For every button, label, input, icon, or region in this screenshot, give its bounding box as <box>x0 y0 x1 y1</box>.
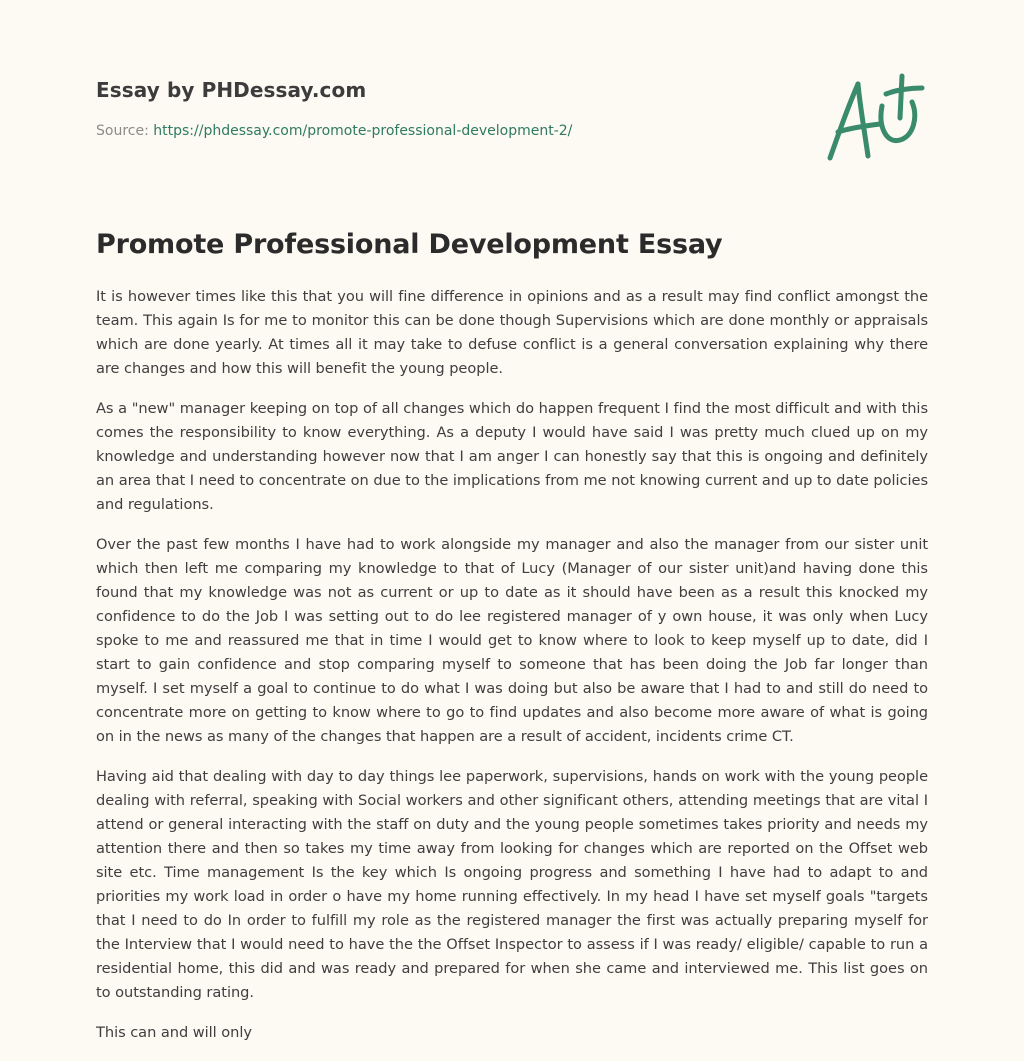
essay-paragraph: As a "new" manager keeping on top of all changes which do happen frequent I find the most difficult and with this comes the responsibility to know everything. As a deputy I would have said I was pretty much clued up on my knowledge and understanding however now that I am anger I can honestly say that this is ongoing and definitely an area that I need to concentrate on due to the implications from me not knowing current and up to date policies and regulations. <box>96 400 928 513</box>
site-title: Essay by PHDessay.com <box>96 78 367 102</box>
essay-paragraph: This can and will only <box>96 1024 252 1041</box>
a-plus-grade-icon <box>820 66 930 166</box>
essay-title: Promote Professional Development Essay <box>96 229 723 260</box>
essay-body <box>96 285 928 1061</box>
essay-paragraph: It is however times like this that you will fine difference in opinions and as a result may find conflict amongst the team. This again Is for me to monitor this can be done though Supervisions which are done monthly or appraisals which are done yearly. At times all it may take to defuse conflict is a general conversation explaining why there are changes and how this will benefit the young people. <box>96 288 928 377</box>
source-link[interactable]: https://phdessay.com/promote-professional-development-2/ <box>153 123 573 139</box>
essay-header <box>96 78 936 140</box>
essay-paragraph: Over the past few months I have had to work alongside my manager and also the manager from our sister unit which then left me comparing my knowledge to that of Lucy (Manager of our sister unit)and having done this found that my knowledge was not as current or up to date as it should have been as a result this knocked my confidence to do the Job I was setting out to do lee registered manager of y own house, it was only when Lucy spoke to me and reassured me that in time I would get to know where to look to keep myself up to date, did I start to gain confidence and stop comparing myself to someone that has been doing the Job far longer than myself. I set myself a goal to continue to do what I was doing but also be aware that I had to and still do need to concentrate more on getting to know where to go to find updates and also become more aware of what is going on in the news as many of the changes that happen are a result of accident, incidents crime CT. <box>96 536 928 745</box>
essay-paragraph: Having aid that dealing with day to day things lee paperwork, supervisions, hands on work with the young people dealing with referral, speaking with Social workers and other significant others, attending meetings that are vital I attend or general interacting with the staff on duty and the young people sometimes takes priority and needs my attention there and then so takes my time away from looking for changes which are reported on the Offset web site etc. Time management Is the key which Is ongoing progress and something I have had to adapt to and priorities my work load in order o have my home running effectively. In my head I have set myself goals "targets that I need to do In order to fulfill my role as the registered manager the first was actually preparing myself for the Interview that I would need to have the the Offset Inspector to assess if I was ready/ eligible/ capable to run a residential home, this did and was ready and prepared for when she came and interviewed me. This list goes on to outstanding rating. <box>96 768 928 1001</box>
source-line <box>96 122 936 140</box>
source-label: Source: <box>96 123 149 139</box>
